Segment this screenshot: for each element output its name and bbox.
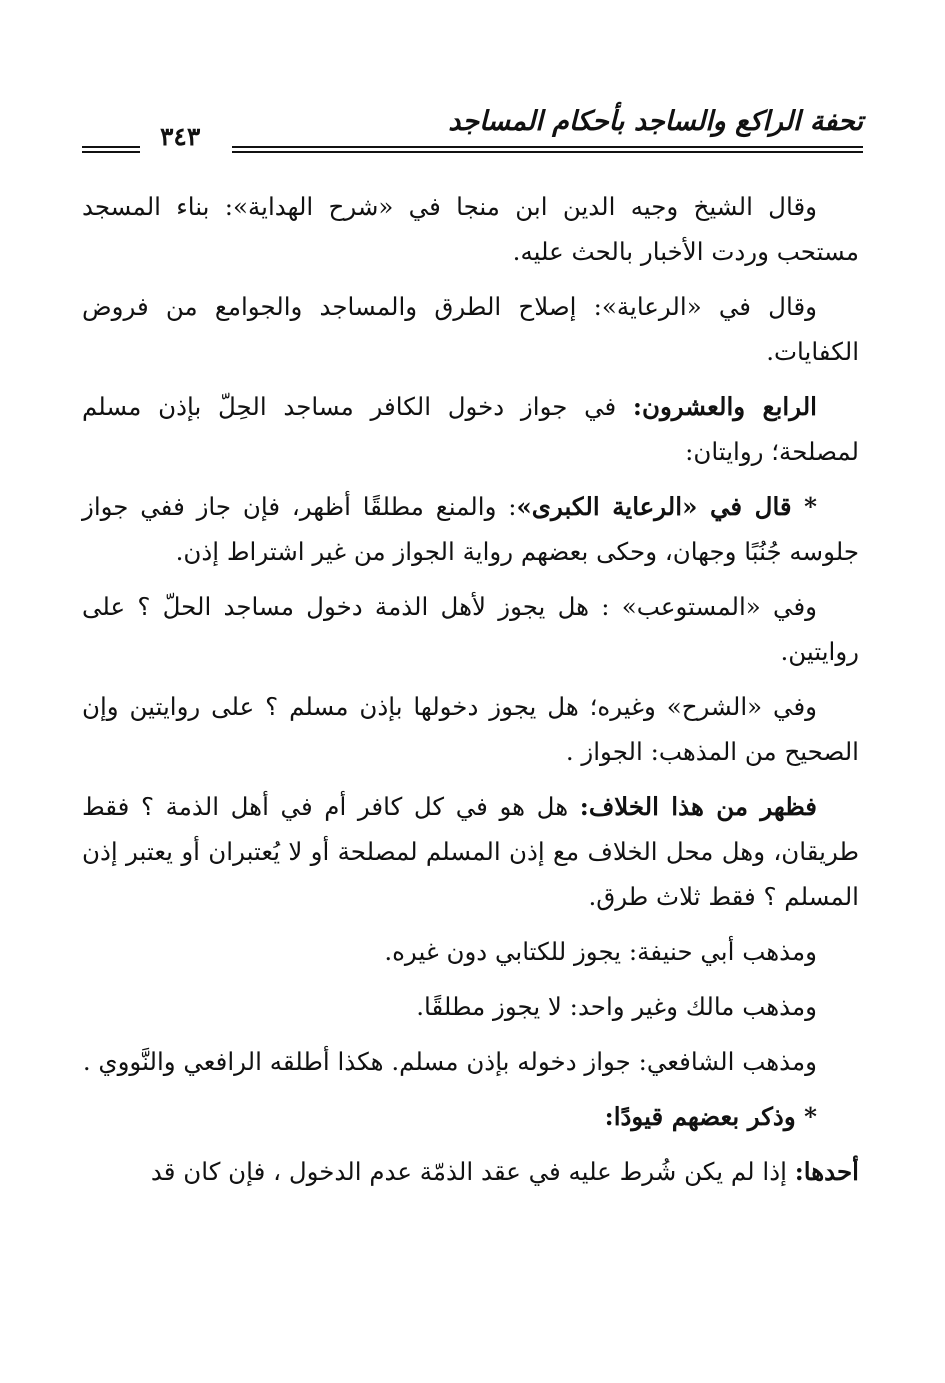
paragraph-lead: فظهر من هذا الخلاف: <box>579 792 818 821</box>
page-number: ٣٤٣ <box>160 122 201 151</box>
paragraph-text: : والمنع مطلقًا أظهر، فإن جاز ففي جواز جلوسه جُنُبًا وجهان، وحكى بعضهم رواية الجواز من غير اشتراط إذن. <box>82 492 859 566</box>
paragraph <box>82 184 859 274</box>
running-title: تحفة الراكع والساجد بأحكام المساجد <box>448 106 863 137</box>
paragraph-lead: * قال في «الرعاية الكبرى» <box>516 492 817 521</box>
paragraph-text: ومذهب مالك وغير واحد: لا يجوز مطلقًا. <box>416 992 817 1021</box>
paragraph <box>82 984 859 1029</box>
paragraph-text: وفي «المستوعب» : هل يجوز لأهل الذمة دخول مساجد الحلّ ؟ على روايتين. <box>82 592 859 666</box>
page-header <box>82 100 863 160</box>
paragraph-text: إذا لم يكن شُرط عليه في عقد الذمّة عدم الدخول ، فإن كان قد <box>150 1157 795 1186</box>
paragraph <box>82 684 859 774</box>
header-rule <box>232 146 863 148</box>
paragraph <box>82 284 859 374</box>
paragraph-text: ومذهب الشافعي: جواز دخوله بإذن مسلم. هكذا أطلقه الرافعي والنَّووي . <box>82 1047 817 1076</box>
paragraph-text: هل هو في كل كافر أم في أهل الذمة ؟ فقط طريقان، وهل محل الخلاف مع إذن المسلم لمصلحة أو لا يُعتبران أو يعتبر إذن المسلم ؟ فقط ثلاث طرق. <box>82 792 859 911</box>
paragraph <box>82 1149 859 1194</box>
paragraph <box>82 484 859 574</box>
header-rule-short <box>82 151 140 153</box>
paragraph-lead: أحدها: <box>794 1157 859 1186</box>
paragraph <box>82 784 859 919</box>
header-rule <box>232 151 863 153</box>
header-rule-short <box>82 146 140 148</box>
paragraph-lead: الرابع والعشرون: <box>632 392 817 421</box>
paragraph <box>82 584 859 674</box>
paragraph <box>82 384 859 474</box>
paragraph <box>82 929 859 974</box>
page-body <box>82 184 859 1204</box>
paragraph <box>82 1094 859 1139</box>
paragraph-lead: * وذكر بعضهم قيودًا: <box>604 1102 817 1131</box>
paragraph-text: وقال في «الرعاية»: إصلاح الطرق والمساجد والجوامع من فروض الكفايات. <box>82 292 859 366</box>
paragraph-text: وقال الشيخ وجيه الدين ابن منجا في «شرح الهداية»: بناء المسجد مستحب وردت الأخبار بالحث عليه. <box>82 192 859 266</box>
paragraph-text: ومذهب أبي حنيفة: يجوز للكتابي دون غيره. <box>384 937 817 966</box>
paragraph-text: وفي «الشرح» وغيره؛ هل يجوز دخولها بإذن مسلم ؟ على روايتين وإن الصحيح من المذهب: الجواز . <box>82 692 859 766</box>
paragraph-text: في جواز دخول الكافر مساجد الحِلّ بإذن مسلم لمصلحة؛ روايتان: <box>82 392 859 466</box>
paragraph <box>82 1039 859 1084</box>
